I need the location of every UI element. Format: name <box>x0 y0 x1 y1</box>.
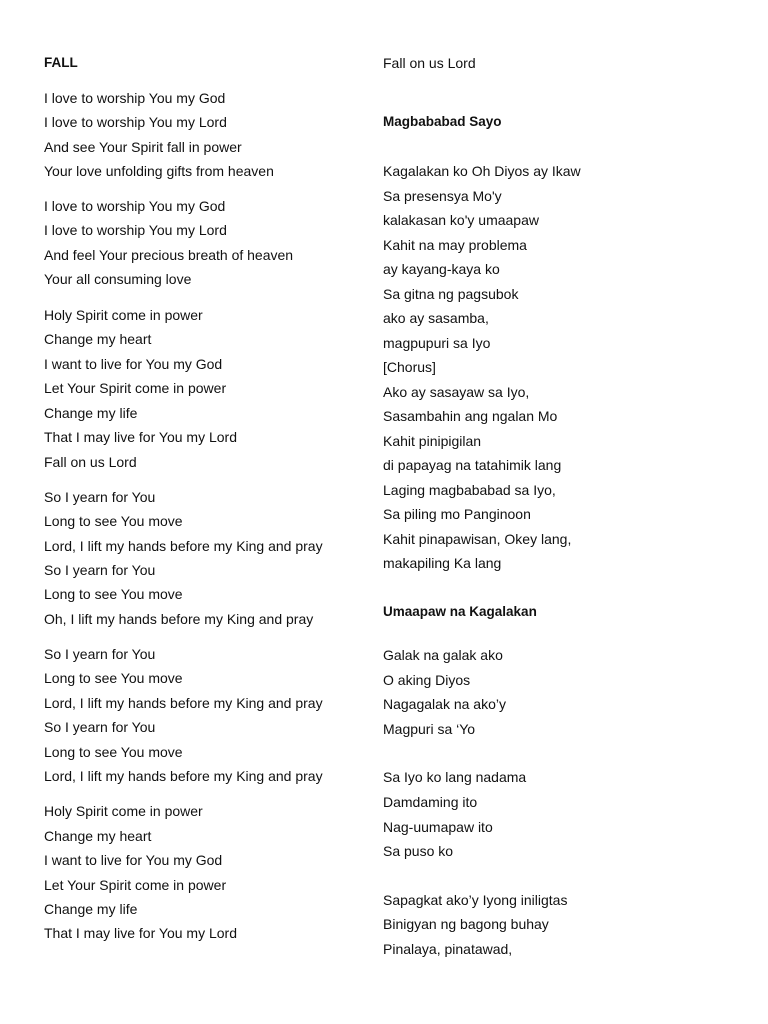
lyric-line: Holy Spirit come in power <box>44 803 203 819</box>
lyric-line: Sa Iyo ko lang nadama <box>383 769 527 785</box>
lyric-line: Sapagkat ako’y Iyong iniligtas <box>383 892 568 908</box>
song-title-umaapaw-na-kagalakan: Umaapaw na Kagalakan <box>383 604 537 619</box>
lyric-line: Kagalakan ko Oh Diyos ay Ikaw <box>383 163 581 179</box>
lyric-line: I want to live for You my God <box>44 356 223 372</box>
lyric-line: Lord, I lift my hands before my King and pray <box>44 538 323 554</box>
lyric-line: [Chorus] <box>383 359 436 375</box>
lyric-line: Long to see You move <box>44 670 183 686</box>
lyric-line: Long to see You move <box>44 513 183 529</box>
lyric-line: That I may live for You my Lord <box>44 925 237 941</box>
lyric-line: Binigyan ng bagong buhay <box>383 916 549 932</box>
lyric-line: ay kayang-kaya ko <box>383 261 500 277</box>
lyric-line: Kahit na may problema <box>383 237 527 253</box>
lyric-line: So I yearn for You <box>44 562 156 578</box>
lyric-line: Galak na galak ako <box>383 647 503 663</box>
lyric-line: That I may live for You my Lord <box>44 429 237 445</box>
lyric-line: I love to worship You my God <box>44 90 226 106</box>
lyric-line: Change my life <box>44 405 138 421</box>
lyric-line: Ako ay sasayaw sa Iyo, <box>383 384 530 400</box>
lyric-line: So I yearn for You <box>44 489 156 505</box>
lyric-line: Magpuri sa ‘Yo <box>383 721 476 737</box>
lyric-line: And see Your Spirit fall in power <box>44 139 242 155</box>
lyric-line: Fall on us Lord <box>44 454 137 470</box>
lyric-line: Change my heart <box>44 331 152 347</box>
lyric-line: Change my life <box>44 901 138 917</box>
lyric-line: kalakasan ko'y umaapaw <box>383 212 539 228</box>
lyric-line: Damdaming ito <box>383 794 478 810</box>
lyric-line: Pinalaya, pinatawad, <box>383 941 513 957</box>
lyric-line: Sa gitna ng pagsubok <box>383 286 519 302</box>
lyric-line: I want to live for You my God <box>44 852 223 868</box>
lyric-line: Long to see You move <box>44 586 183 602</box>
lyric-line: Your love unfolding gifts from heaven <box>44 163 274 179</box>
lyric-line: Sa piling mo Panginoon <box>383 506 531 522</box>
lyric-line: Kahit pinapawisan, Okey lang, <box>383 531 572 547</box>
lyric-line: Lord, I lift my hands before my King and pray <box>44 768 323 784</box>
lyric-line: Change my heart <box>44 828 152 844</box>
lyric-line: Nagagalak na ako’y <box>383 696 506 712</box>
lyric-line: Sa presensya Mo'y <box>383 188 502 204</box>
lyric-line: I love to worship You my Lord <box>44 114 227 130</box>
lyric-line: Kahit pinipigilan <box>383 433 482 449</box>
lyric-line: And feel Your precious breath of heaven <box>44 247 294 263</box>
lyric-line: di papayag na tatahimik lang <box>383 457 562 473</box>
lyric-line: Holy Spirit come in power <box>44 307 203 323</box>
lyric-line: Sasambahin ang ngalan Mo <box>383 408 558 424</box>
lyric-line: makapiling Ka lang <box>383 555 502 571</box>
lyric-line: Your all consuming love <box>44 271 192 287</box>
lyric-line: Let Your Spirit come in power <box>44 380 227 396</box>
lyric-line: magpupuri sa Iyo <box>383 335 491 351</box>
lyric-line: O aking Diyos <box>383 672 471 688</box>
lyric-line: Let Your Spirit come in power <box>44 877 227 893</box>
lyric-line: So I yearn for You <box>44 719 156 735</box>
song-title-magbababad-sayo: Magbababad Sayo <box>383 114 502 129</box>
lyric-line: Laging magbababad sa Iyo, <box>383 482 556 498</box>
lyric-line: Lord, I lift my hands before my King and pray <box>44 695 323 711</box>
lyric-line: I love to worship You my God <box>44 198 226 214</box>
lyric-line: Oh, I lift my hands before my King and pray <box>44 611 314 627</box>
lyric-line: Long to see You move <box>44 744 183 760</box>
lyric-line: Fall on us Lord <box>383 55 476 71</box>
lyric-line: Sa puso ko <box>383 843 454 859</box>
lyric-line: I love to worship You my Lord <box>44 222 227 238</box>
song-title-fall: FALL <box>44 55 78 70</box>
lyric-line: Nag-uumapaw ito <box>383 819 493 835</box>
lyric-line: ako ay sasamba, <box>383 310 489 326</box>
lyric-line: So I yearn for You <box>44 646 156 662</box>
